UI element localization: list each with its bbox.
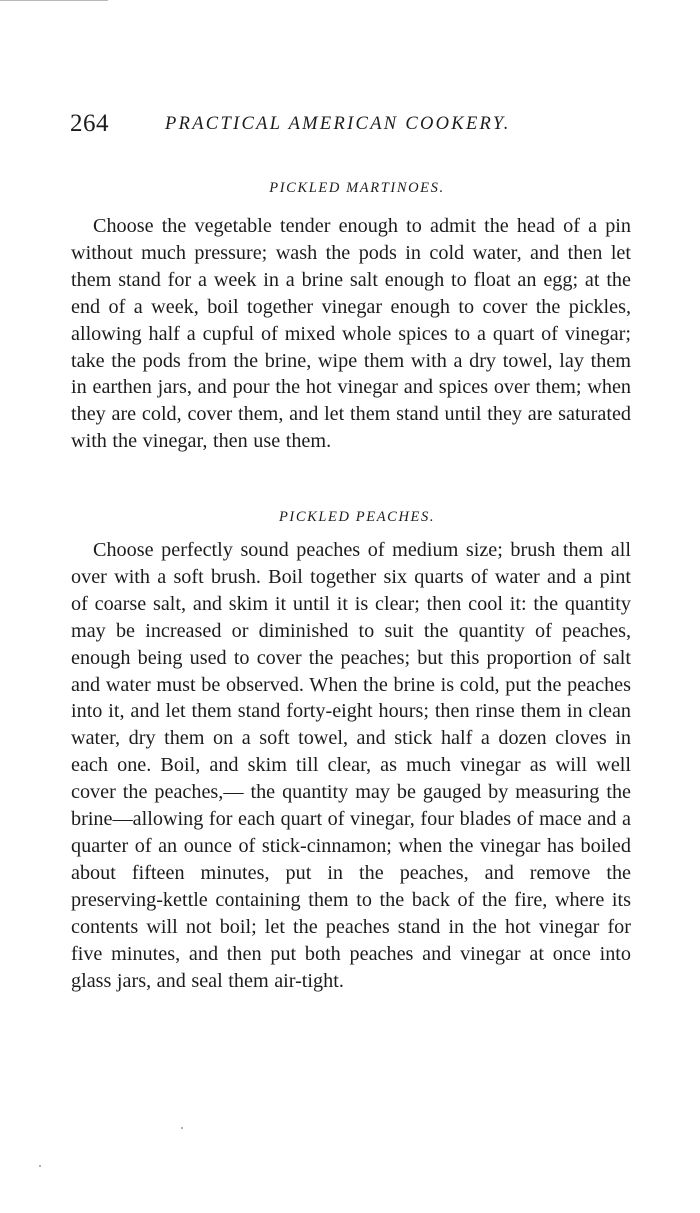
page-number: 264 <box>70 110 109 137</box>
running-title: PRACTICAL AMERICAN COOKERY. <box>165 114 511 134</box>
scan-edge-rule <box>0 0 108 1</box>
recipe-title-martinoes: PICKLED MARTINOES. <box>269 180 445 196</box>
recipe-text-peaches: Choose perfectly sound peaches of medium size; brush them all over with a soft brush. Boil together six quarts of water and a pint of coarse salt, and skim it until it is clear; then cool it: the quantity may be increased or diminished to suit the quantity of peaches, enough being used to cover the peaches; but this proportion of salt and water must be observed. When the brine is cold, put the peaches into it, and let them stand forty-eight hours; then rinse them in clean water, dry them on a soft towel, and stick half a dozen cloves in each one. Boil, and skim till clear, as much vinegar as will well cover the peaches,— the quantity may be gauged by measuring the brine—allowing for each quart of vinegar, four blades of mace and a quarter of an ounce of stick-cinnamon; when the vinegar has boiled about fifteen minutes, put in the peaches, and remove the preserving-kettle containing them to the back of the fire, where its contents will not boil; let the peaches stand in the hot vinegar for five minutes, and then put both peaches and vinegar at once into glass jars, and seal them air-tight. <box>71 539 631 992</box>
paper-speck <box>181 1127 183 1129</box>
running-head <box>70 107 630 141</box>
paper-speck <box>39 1165 41 1167</box>
recipe-title-peaches: PICKLED PEACHES. <box>278 509 436 525</box>
recipe-text-martinoes: Choose the vegetable tender enough to admit the head of a pin without much pressure; wash the pods in cold water, and then let them stand for a week in a brine salt enough to float an egg; at the end of a week, boil together vinegar enough to cover the pickles, allowing half a cupful of mixed whole spices to a quart of vinegar; take the pods from the brine, wipe them with a dry towel, lay them in earthen jars, and pour the hot vinegar and spices over them; when they are cold, cover them, and let them stand until they are saturated with the vinegar, then use them. <box>71 215 631 453</box>
